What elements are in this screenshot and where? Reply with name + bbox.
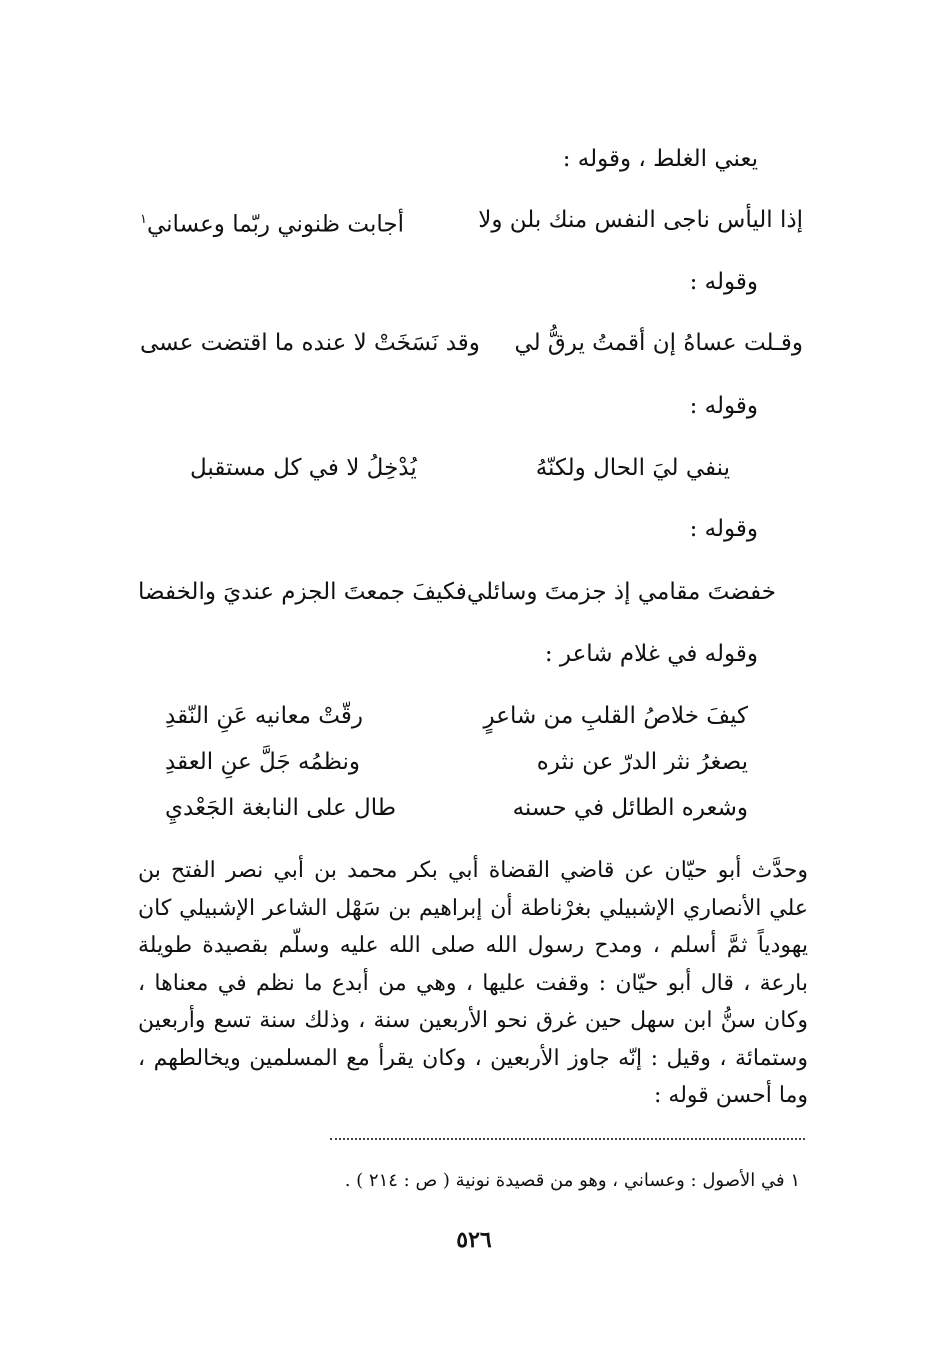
wa-qawluhu-4: وقوله : xyxy=(689,516,758,542)
intro-line: يعني الغلط ، وقوله : xyxy=(562,146,758,172)
footnote-marker: ١ xyxy=(140,212,147,227)
page-number: ٥٢٦ xyxy=(456,1227,492,1253)
footnote-separator xyxy=(330,1138,805,1140)
verse-1-second-hemistich-text: أجابت ظنوني ربّما وعساني xyxy=(146,211,404,238)
verse-1-second-hemistich xyxy=(140,204,404,241)
verse-6-second-hemistich: ونظمُه جَلَّ عنِ العقدِ xyxy=(165,749,361,775)
verse-5-first-hemistich: كيفَ خلاصُ القلبِ من شاعرٍ xyxy=(483,703,748,729)
verse-6-first-hemistich: يصغرُ نثر الدرّ عن نثره xyxy=(536,749,748,775)
verse-5-second-hemistich: رقّتْ معانيه عَنِ النّقدِ xyxy=(165,703,363,729)
prose-text: وحدَّث أبو حيّان عن قاضي القضاة أبي بكر محمد بن أبي نصر الفتح بن علي الأنصاري الإشبيلي بغرْناطة أن إبراهيم بن سَهْل الشاعر الإشبيلي كان يهودياً ثمَّ أسلم ، ومدح رسول الله صلى الله عليه وسلّم بقصيدة طويلة بارعة ، قال أبو حيّان : وقفت عليها ، وهي من أبدع ما نظم في معناها ، وكان سنُّ ابن سهل حين غرق نحو الأربعين سنة ، وذلك سنة تسع وأربعين وستمائة ، وقيل : إنّه جاوز الأربعين ، وكان يقرأ مع المسلمين ويخالطهم ، وما أحسن قوله : xyxy=(138,858,809,1108)
verse-2-second-hemistich: وقد نَسَخَتْ لا عنده ما اقتضت عسى xyxy=(140,330,480,356)
verse-7-first-hemistich: وشعره الطائل في حسنه xyxy=(512,795,748,821)
verse-3-second-hemistich: يُدْخِلُ لا في كل مستقبل xyxy=(190,455,417,481)
verse-1-first-hemistich: إذا اليأس ناجى النفس منك بلن ولا xyxy=(478,207,803,233)
wa-qawluhu-3: وقوله : xyxy=(689,393,758,419)
wa-qawluhu-5: وقوله في غلام شاعر : xyxy=(544,641,758,667)
footnote: ١ في الأصول : وعساني ، وهو من قصيدة نونية ( ص : ٢١٤ ) . xyxy=(344,1170,800,1191)
prose-paragraph xyxy=(138,852,808,1115)
verse-4-second-hemistich: فكيفَ جمعتَ الجزم عنديَ والخفضا xyxy=(138,579,467,605)
verse-7-second-hemistich: طال على النابغة الجَعْديِ xyxy=(165,795,397,821)
wa-qawluhu-2: وقوله : xyxy=(689,269,758,295)
verse-2-first-hemistich: وقـلت عساهُ إن أقمتُ يرقُّ لي xyxy=(514,330,803,356)
verse-3-first-hemistich: ينفي ليَ الحال ولكنّهُ xyxy=(535,455,730,481)
verse-4-first-hemistich: خفضتَ مقامي إذ جزمتَ وسائلي xyxy=(466,579,776,605)
